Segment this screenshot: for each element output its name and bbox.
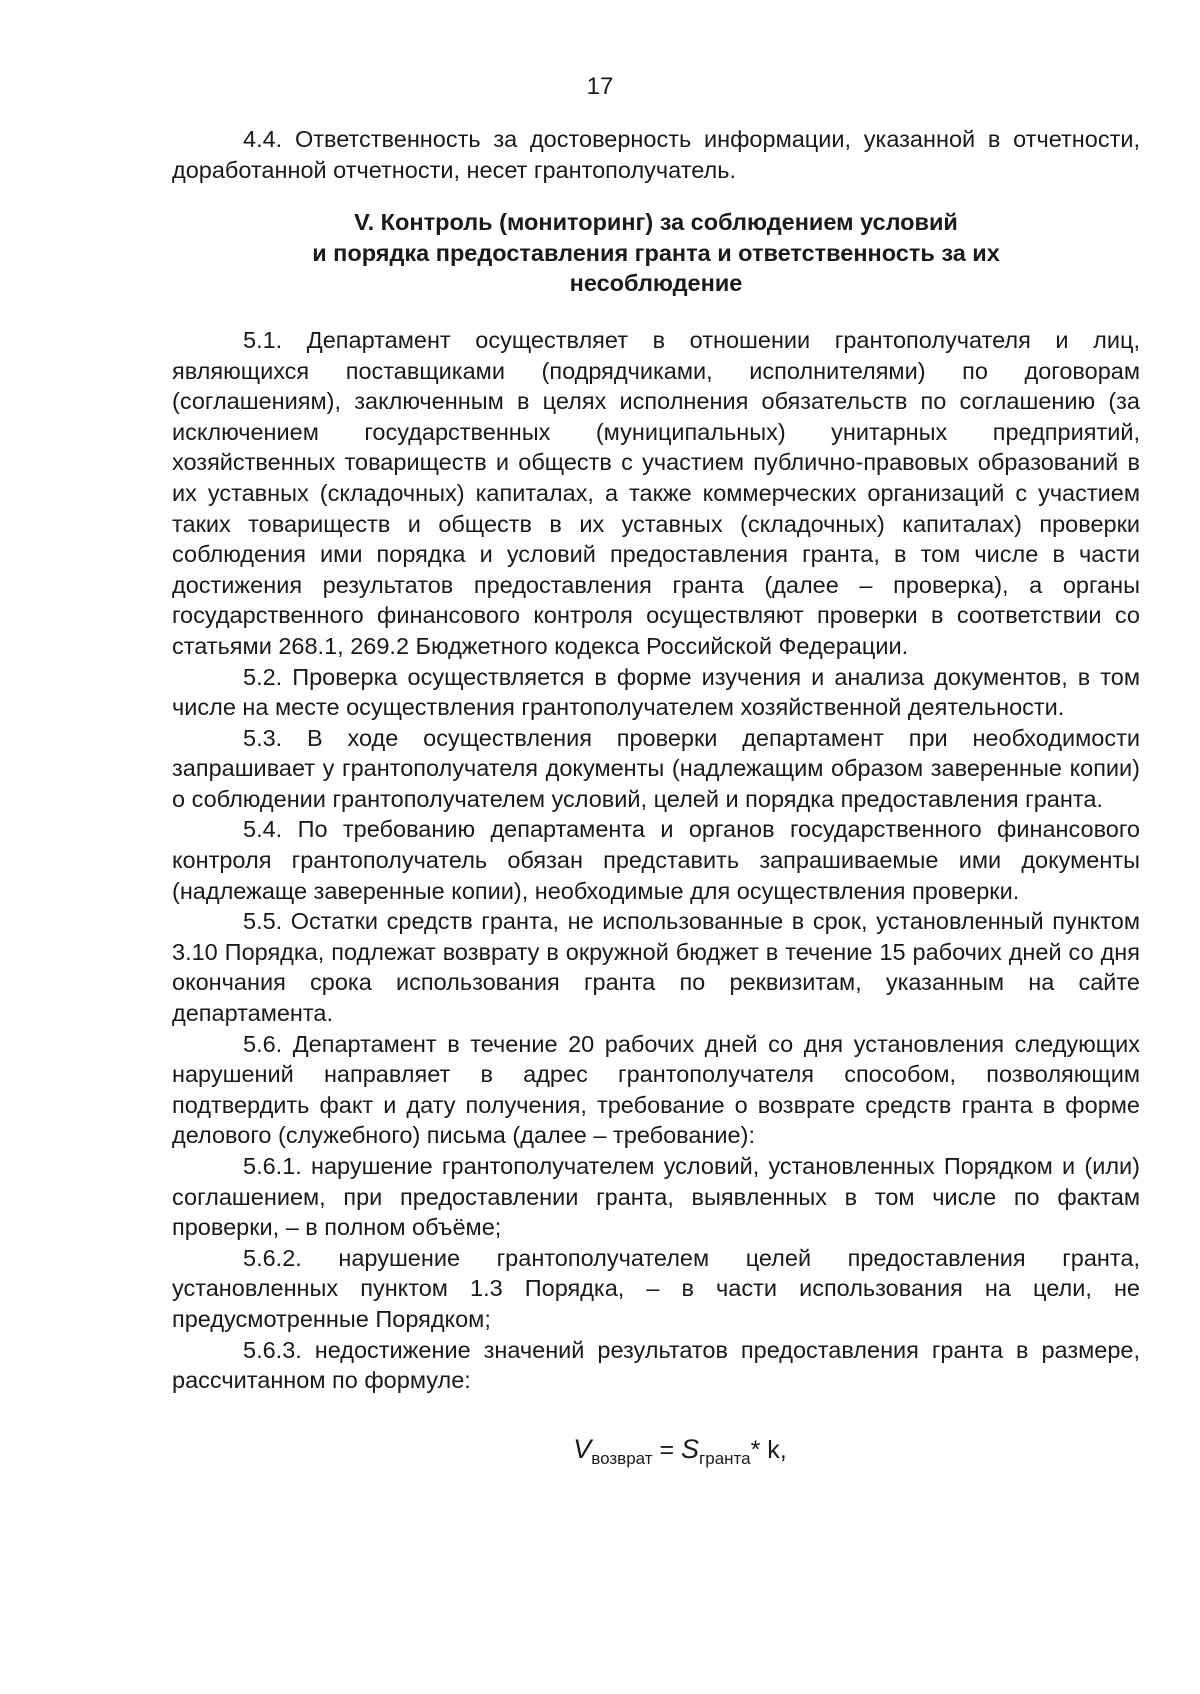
document-body	[172, 124, 1140, 1467]
formula-s: S	[681, 1433, 700, 1464]
refund-formula	[172, 1432, 1140, 1467]
paragraph-5-6: 5.6. Департамент в течение 20 рабочих дней со дня установления следующих нарушений направляет в адрес грантополучателя способом, позволяющим подтвердить факт и дату получения, требование о возврате средств гранта в форме делового (служебного) письма (далее – требование):	[172, 1030, 1140, 1149]
formula-equals: =	[652, 1435, 682, 1464]
formula-v: V	[573, 1433, 592, 1464]
paragraph-5-3: 5.3. В ходе осуществления проверки департамент при необходимости запрашивает у грантополучателя документы (надлежащим образом заверенные копии) о соблюдении грантополучателем условий, целей и порядка предоставления гранта.	[172, 724, 1140, 812]
section-heading	[172, 207, 1140, 299]
paragraph-5-2: 5.2. Проверка осуществляется в форме изучения и анализа документов, в том числе на месте осуществления грантополучателем хозяйственной деятельности.	[172, 663, 1140, 721]
paragraph-4-4: 4.4. Ответственность за достоверность информации, указанной в отчетности, доработанной отчетности, несет грантополучатель.	[172, 126, 1140, 183]
paragraph-5-5: 5.5. Остатки средств гранта, не использованные в срок, установленный пунктом 3.10 Порядка, подлежат возврату в окружной бюджет в течение 15 рабочих дней со дня окончания срока использования гранта по реквизитам, указанным на сайте департамента.	[172, 908, 1140, 1027]
paragraph-5-6-2: 5.6.2. нарушение грантополучателем целей предоставления гранта, установленных пунктом 1.3 Порядка, – в части использования на цели, не предусмотренные Порядком;	[172, 1244, 1140, 1332]
formula-s-subscript: гранта	[699, 1448, 751, 1468]
section-heading-line-1: V. Контроль (мониторинг) за соблюдением условий	[354, 209, 958, 236]
paragraph-5-4: 5.4. По требованию департамента и органов государственного финансового контроля грантополучатель обязан представить запрашиваемые ими документы (надлежаще заверенные копии), необходимые для осуществления проверки.	[172, 816, 1140, 904]
page-number: 17	[586, 73, 614, 100]
paragraph-5-1: 5.1. Департамент осуществляет в отношении грантополучателя и лиц, являющихся поставщиками (подрядчиками, исполнителями) по договорам (соглашениям), заключенным в целях исполнения обязательств по соглашению (за исключением государственных (муниципальных) унитарных предприятий, хозяйственных товариществ и обществ с участием публично-правовых образований в их уставных (складочных) капиталах, а также коммерческих организаций с участием таких товариществ и обществ в их уставных (складочных) капиталах) проверки соблюдения ими порядка и условий предоставления гранта, в том числе в части достижения результатов предоставления гранта (далее – проверка), а органы государственного финансового контроля осуществляют проверки в соответствии со статьями 268.1, 269.2 Бюджетного кодекса Российской Федерации.	[172, 326, 1140, 659]
formula-rest: * k,	[750, 1435, 787, 1464]
formula-v-subscript: возврат	[591, 1448, 653, 1468]
section-heading-line-3: несоблюдение	[569, 270, 743, 297]
paragraph-5-6-1: 5.6.1. нарушение грантополучателем условий, установленных Порядком и (или) соглашением, при предоставлении гранта, выявленных в том числе по фактам проверки, – в полном объёме;	[172, 1153, 1140, 1241]
section-heading-line-2: и порядка предоставления гранта и ответственность за их	[312, 239, 1000, 266]
paragraph-5-6-3: 5.6.3. недостижение значений результатов предоставления гранта в размере, рассчитанном по формуле:	[172, 1336, 1140, 1394]
